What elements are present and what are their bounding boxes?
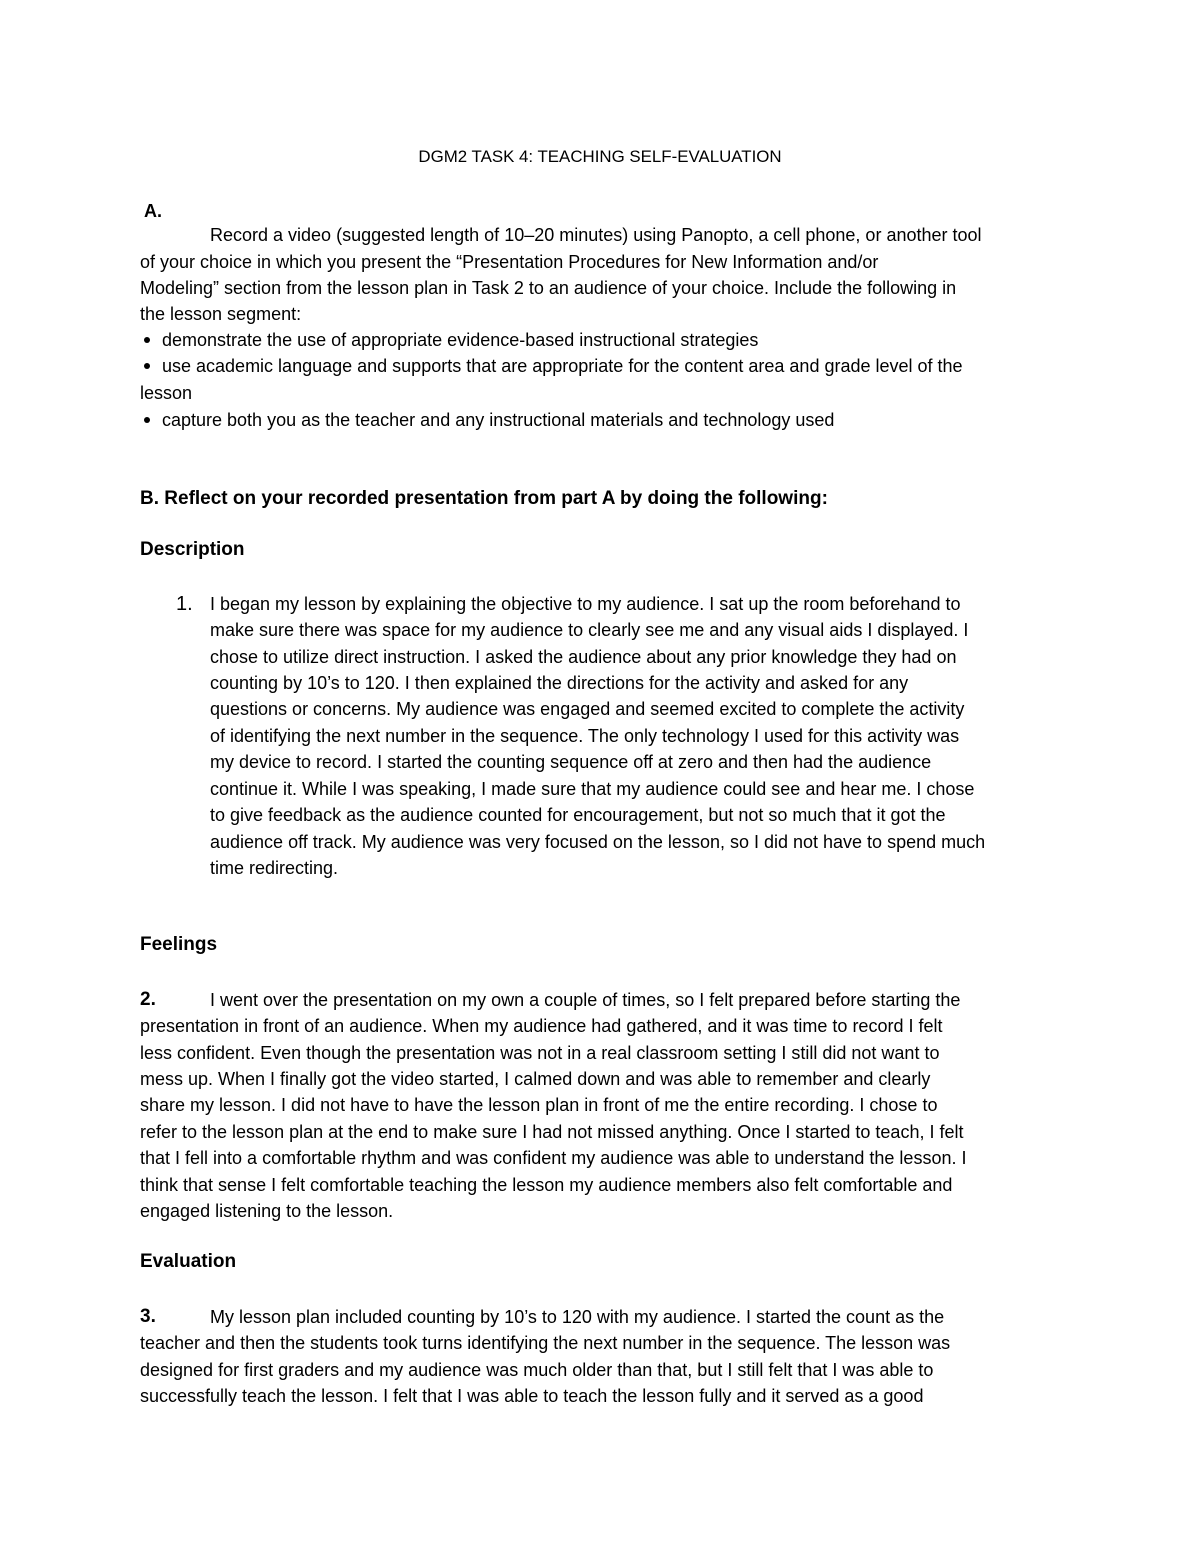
bullet-dot-icon — [144, 417, 150, 423]
description-line: audience off track. My audience was very focused on the lesson, so I did not have to spend much — [210, 832, 986, 852]
bullet-item: capture both you as the teacher and any instructional materials and technology used — [162, 410, 835, 430]
description-line: to give feedback as the audience counted for encouragement, but not so much that it got the — [210, 805, 946, 825]
bullet-item: use academic language and supports that are appropriate for the content area and grade level of the — [162, 356, 963, 376]
description-line: continue it. While I was speaking, I made sure that my audience could see and hear me. I chose — [210, 779, 975, 799]
bullet-item-continuation: lesson — [140, 383, 193, 403]
feelings-line: less confident. Even though the presentation was not in a real classroom setting I still did not want to — [140, 1043, 940, 1063]
feelings-heading: Feelings — [140, 934, 218, 955]
evaluation-line: designed for first graders and my audience was much older than that, but I still felt that I was able to — [140, 1360, 934, 1380]
feelings-line: engaged listening to the lesson. — [140, 1201, 394, 1221]
feelings-line: that I fell into a comfortable rhythm and was confident my audience was able to understand the lesson. I — [140, 1148, 967, 1168]
bullet-item: demonstrate the use of appropriate evidence-based instructional strategies — [162, 330, 759, 350]
feelings-line: presentation in front of an audience. When my audience had gathered, and it was time to record I felt — [140, 1016, 943, 1036]
bullet-dot-icon — [144, 363, 150, 369]
description-line: of identifying the next number in the sequence. The only technology I used for this activity was — [210, 726, 960, 746]
description-line: I began my lesson by explaining the objective to my audience. I sat up the room beforehand to — [210, 594, 961, 614]
evaluation-heading: Evaluation — [140, 1251, 237, 1272]
description-line: time redirecting. — [210, 858, 339, 878]
description-line: my device to record. I started the counting sequence off at zero and then had the audience — [210, 752, 932, 772]
description-number: 1. — [176, 593, 193, 615]
part-b-heading: B. Reflect on your recorded presentation from part A by doing the following: — [140, 488, 828, 509]
feelings-number: 2. — [140, 989, 156, 1010]
evaluation-line: teacher and then the students took turns identifying the next number in the sequence. The lesson was — [140, 1333, 951, 1353]
feelings-line: mess up. When I finally got the video started, I calmed down and was able to remember and clearly — [140, 1069, 931, 1089]
part-a-line: the lesson segment: — [140, 304, 302, 324]
evaluation-line: successfully teach the lesson. I felt that I was able to teach the lesson fully and it served as a good — [140, 1386, 924, 1406]
part-a-label: A. — [144, 201, 162, 221]
feelings-line: share my lesson. I did not have to have the lesson plan in front of me the entire recording. I chose to — [140, 1095, 938, 1115]
description-heading: Description — [140, 539, 245, 560]
evaluation-number: 3. — [140, 1306, 156, 1327]
bullet-dot-icon — [144, 337, 150, 343]
feelings-line: think that sense I felt comfortable teaching the lesson my audience members also felt comfortable and — [140, 1175, 953, 1195]
description-line: chose to utilize direct instruction. I asked the audience about any prior knowledge they had on — [210, 647, 957, 667]
feelings-line: refer to the lesson plan at the end to make sure I had not missed anything. Once I started to teach, I felt — [140, 1122, 964, 1142]
part-a-line: of your choice in which you present the “Presentation Procedures for New Information and/or — [140, 252, 879, 272]
description-line: questions or concerns. My audience was engaged and seemed excited to complete the activity — [210, 699, 965, 719]
part-a-line: Modeling” section from the lesson plan in Task 2 to an audience of your choice. Include the following in — [140, 278, 957, 298]
evaluation-line: My lesson plan included counting by 10’s to 120 with my audience. I started the count as the — [210, 1307, 945, 1327]
part-a-line: Record a video (suggested length of 10–20 minutes) using Panopto, a cell phone, or another tool — [210, 225, 982, 245]
description-line: make sure there was space for my audience to clearly see me and any visual aids I displayed. I — [210, 620, 969, 640]
description-line: counting by 10’s to 120. I then explained the directions for the activity and asked for any — [210, 673, 909, 693]
feelings-line: I went over the presentation on my own a couple of times, so I felt prepared before starting the — [210, 990, 961, 1010]
document-title: DGM2 TASK 4: TEACHING SELF-EVALUATION — [418, 147, 782, 166]
